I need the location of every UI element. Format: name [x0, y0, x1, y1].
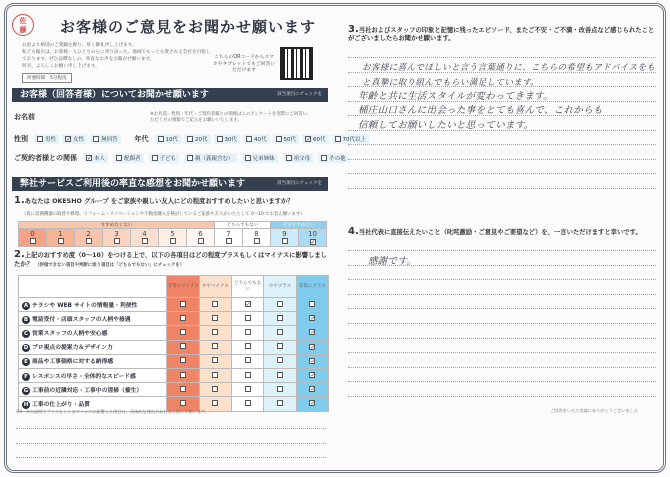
scale-option-8[interactable]	[243, 229, 271, 247]
item-key-badge: H	[23, 401, 29, 408]
answer-line[interactable]	[348, 144, 656, 145]
checkbox[interactable]: ✓	[87, 155, 93, 162]
answer-line[interactable]	[348, 338, 656, 339]
checkbox[interactable]	[245, 315, 251, 321]
checkbox[interactable]	[212, 343, 218, 349]
checkbox[interactable]	[58, 238, 64, 244]
rating-cell[interactable]	[232, 312, 264, 326]
checkbox[interactable]	[282, 238, 288, 244]
checkbox[interactable]: ✓	[66, 136, 72, 143]
q3-answer-line[interactable]: 桶庄山口さんに出会った事をとても喜んで、これからも	[358, 105, 603, 116]
column-header: 非常にプラス	[296, 276, 328, 298]
item-text: 工事の仕上がり・品質	[32, 401, 90, 408]
option-label: 祖父母	[293, 156, 311, 162]
checkbox[interactable]	[152, 155, 158, 161]
relation-label: ご契約者様との関係	[14, 154, 77, 162]
item-key-badge: G	[23, 387, 29, 394]
option-label: 本人	[94, 156, 106, 162]
scale-label: 7	[226, 230, 231, 238]
checkbox[interactable]	[114, 238, 120, 244]
rating-cell[interactable]	[167, 298, 199, 312]
checkbox-option[interactable]	[242, 153, 278, 163]
answer-line[interactable]	[348, 279, 656, 280]
checkbox[interactable]	[212, 372, 218, 378]
check-hint: 該当項目にチェックを	[277, 92, 322, 97]
item-key-badge: C	[23, 330, 29, 337]
checkbox[interactable]	[277, 386, 283, 392]
answer-line[interactable]	[348, 352, 656, 353]
rating-cell[interactable]	[264, 354, 296, 368]
q3-number: 3.	[348, 24, 359, 35]
q2-question	[14, 250, 332, 270]
name-label: お名前	[14, 113, 35, 121]
column-header: ややプラス	[264, 276, 296, 298]
checkbox[interactable]	[277, 400, 283, 406]
section2-header	[12, 177, 328, 191]
scale-option-0[interactable]	[19, 229, 47, 247]
checkbox[interactable]: ✓	[310, 315, 316, 323]
checkbox[interactable]	[116, 155, 122, 161]
option-label: 女性	[73, 137, 85, 143]
section1-header	[12, 88, 328, 102]
checkbox[interactable]	[217, 136, 223, 142]
intro-line: 何卒、よろしくお願い申し上げます。	[22, 64, 100, 69]
item-label	[19, 326, 167, 340]
rating-cell[interactable]	[264, 383, 296, 397]
answer-line[interactable]	[348, 294, 656, 295]
thanks-note: ご回答をいただき誠にありがとうございました	[550, 408, 638, 413]
checkbox-option[interactable]	[149, 153, 180, 163]
name-note: ※お名前・性別・年代・ご契約者様との関係はこのアンケートを実際にご回答いただく方の情報でご記入をお願いいたします。	[150, 112, 308, 123]
item-key-badge: E	[22, 358, 30, 366]
table-row	[19, 326, 329, 340]
option-label: 20代	[195, 137, 208, 143]
comment-line[interactable]	[16, 428, 326, 429]
q4-text: 当社代表に直接伝えたいこと（叱咤激励・ご意見やご要望など）を、一言いただけますと幸いです。	[358, 229, 642, 236]
rating-cell[interactable]	[167, 340, 199, 354]
intro-text	[22, 42, 212, 70]
q4-question	[348, 226, 663, 237]
rating-cell[interactable]	[232, 368, 264, 382]
item-text: レスポンスの早さ・全体的なスピード感	[32, 373, 136, 380]
option-label: 50代	[283, 137, 297, 143]
scale-option-10[interactable]	[299, 229, 327, 247]
q1-subtext: （仮に設備機器の取替や修理、リフォーム・リノベーションや不動産購入を検討しているご家族や友人がいたとして 0〜10 でお答え願います）	[22, 212, 305, 217]
checkbox[interactable]	[286, 155, 292, 161]
option-label: 60代	[313, 137, 326, 143]
item-label	[19, 312, 167, 326]
blank-header	[19, 276, 167, 298]
stamp-seal: 佐 藤	[12, 14, 34, 36]
checkbox[interactable]	[212, 329, 218, 335]
section1-title: お客様（回答者様）についてお聞かせ願います	[20, 90, 209, 100]
option-label: 70代以上	[342, 137, 367, 143]
rating-cell[interactable]	[296, 354, 328, 368]
table-row	[19, 312, 329, 326]
checkbox[interactable]	[245, 386, 251, 392]
q3-text: 当社およびスタッフの印象と記憶に残ったエピソード、またご不安・ご不満・改善点など感じられたことがございましたらお聞かせ願います。	[348, 27, 655, 42]
checkbox-option[interactable]	[214, 134, 241, 144]
checkbox[interactable]: ✓	[310, 386, 316, 394]
scale-label: 3	[114, 230, 119, 238]
scale-option-6[interactable]	[187, 229, 215, 247]
item-text: チラシや WEB サイトの情報量・利便性	[32, 302, 138, 309]
checkbox-option[interactable]	[90, 134, 121, 144]
column-header: どちらでもない	[232, 276, 264, 298]
scale-label: 4	[142, 230, 147, 238]
check-hint: 該当項目にチェックを	[277, 181, 322, 186]
qr-caption: こちらのQRコードからスマホやタブレットでもご回答いただけます	[212, 55, 276, 73]
rating-cell[interactable]	[264, 326, 296, 340]
rating-cell[interactable]	[199, 298, 231, 312]
checkbox[interactable]	[245, 357, 251, 363]
checkbox-option[interactable]	[243, 134, 270, 144]
checkbox[interactable]	[277, 357, 283, 363]
answer-line[interactable]	[348, 367, 656, 368]
age-options	[155, 134, 370, 144]
intro-line: 私ども桶庄は、お客様一人ひとりの心に寄り添った、地域でもっとも愛される会社を目指しております。ぜひ忌憚なしの、率直なお声をお聞かせ願います。	[22, 50, 211, 62]
checkbox[interactable]	[321, 155, 327, 161]
checkbox[interactable]	[277, 315, 283, 321]
q3-answer-line[interactable]: 年齢と共に生活スタイルが変わってきます。	[358, 91, 553, 102]
rating-cell[interactable]	[167, 312, 199, 326]
item-label	[19, 298, 167, 312]
scale-option-5[interactable]	[159, 229, 187, 247]
checkbox[interactable]	[212, 357, 218, 363]
checkbox[interactable]	[276, 136, 282, 142]
rating-cell[interactable]	[167, 383, 199, 397]
rating-cell[interactable]	[264, 312, 296, 326]
option-label: 配偶者	[124, 156, 141, 162]
checkbox[interactable]	[277, 372, 283, 378]
option-label: 兄弟姉妹	[252, 156, 275, 162]
checkbox[interactable]: ✓	[310, 239, 316, 246]
group-recommend: ぜひすすめたい	[271, 222, 327, 229]
q3-answer-line[interactable]: お客様に喜んでほしいと言う言葉通りに、こちらの希望もアドバイスをもと真摯に取り組んでもらい満足しています。	[362, 63, 656, 88]
q1-question	[14, 195, 334, 206]
item-text: 電話受付・店頭スタッフの人柄や接遇	[32, 316, 131, 323]
scale-label: 2	[86, 230, 91, 238]
item-key-badge: A	[23, 302, 29, 309]
checkbox[interactable]	[170, 238, 176, 244]
checkbox[interactable]	[142, 238, 148, 244]
rating-cell[interactable]	[264, 340, 296, 354]
checkbox[interactable]	[198, 238, 204, 244]
item-text: 商品や工事価格に対する納得感	[32, 359, 114, 366]
rating-cell[interactable]	[296, 312, 328, 326]
checkbox[interactable]: ✓	[310, 372, 316, 380]
item-label	[19, 368, 167, 382]
checkbox[interactable]	[245, 343, 251, 349]
scale-label: 10	[308, 230, 317, 238]
relation-row	[14, 153, 349, 163]
checkbox[interactable]	[245, 400, 251, 406]
checkbox[interactable]	[180, 386, 186, 392]
checkbox-option[interactable]	[34, 134, 59, 144]
comment-line[interactable]	[16, 457, 326, 458]
answer-line[interactable]	[348, 381, 656, 382]
checkbox[interactable]	[277, 329, 283, 335]
checkbox-option[interactable]	[83, 153, 108, 163]
scale-option-9[interactable]	[271, 229, 299, 247]
rating-cell[interactable]	[199, 368, 231, 382]
checkbox[interactable]	[254, 238, 260, 244]
scale-option-3[interactable]	[103, 229, 131, 247]
rating-cell[interactable]	[264, 298, 296, 312]
answer-line[interactable]	[348, 159, 656, 160]
q2-text: 上記のおすすめ度（0〜10）をつける上で、以下の各項目はどの程度プラスもしくはマイナスに影響しましたか？	[14, 252, 327, 268]
checkbox[interactable]	[277, 343, 283, 349]
rating-cell[interactable]	[296, 326, 328, 340]
q2-subtext: （評価できない項目や判断に迷う項目は「どちらでもない」にチェックを）	[35, 263, 185, 268]
checkbox[interactable]	[180, 400, 186, 406]
scale-label: 0	[30, 230, 35, 238]
table-row	[19, 368, 329, 382]
item-text: 工事前の近隣対応・工事中の清掃（養生）	[32, 387, 143, 394]
item-label	[19, 383, 167, 397]
age-label: 年代	[134, 135, 149, 143]
rating-cell[interactable]	[167, 368, 199, 382]
checkbox-option[interactable]	[62, 134, 87, 144]
q4-answer[interactable]: 感謝です。	[368, 256, 417, 267]
table-row	[19, 340, 329, 354]
scale-label: 6	[198, 230, 203, 238]
q1-text: あなたは OKESHO グループ をご家族や親しい友人にどの程度おすすめしたいと思いますか？	[24, 198, 294, 205]
scale-label: 5	[170, 230, 175, 238]
checkbox[interactable]	[212, 386, 218, 392]
answer-line[interactable]	[348, 308, 656, 309]
checkbox[interactable]	[245, 155, 251, 161]
checkbox[interactable]	[335, 136, 341, 142]
rating-cell[interactable]	[232, 383, 264, 397]
rating-cell[interactable]	[296, 383, 328, 397]
q2-number: 2.	[14, 249, 25, 260]
rating-cell[interactable]	[167, 354, 199, 368]
time-required: 所要時間 5分程度	[22, 73, 72, 83]
scale-option-4[interactable]	[131, 229, 159, 247]
item-text: プロ視点の提案力＆デザイン力	[32, 345, 113, 352]
scale-label: 8	[254, 230, 259, 238]
checkbox-option[interactable]	[302, 134, 329, 144]
checkbox-option[interactable]	[184, 153, 237, 163]
q4-number: 4.	[348, 226, 359, 237]
checkbox[interactable]	[246, 136, 252, 142]
item-text: 営業スタッフの人柄や安心感	[32, 330, 108, 337]
checkbox-option[interactable]	[332, 134, 370, 144]
option-label: その他	[329, 156, 346, 162]
checkbox-option[interactable]	[318, 153, 349, 163]
rating-cell[interactable]	[199, 312, 231, 326]
column-header: 非常にマイナス	[167, 276, 199, 298]
checkbox[interactable]	[245, 372, 251, 378]
page-title: お客様のご意見をお聞かせ願います	[60, 18, 317, 36]
answer-line[interactable]	[348, 188, 656, 189]
checkbox[interactable]	[277, 301, 283, 307]
checkbox[interactable]: ✓	[310, 343, 316, 351]
rating-cell[interactable]	[167, 326, 199, 340]
checkbox[interactable]	[309, 301, 315, 307]
column-header: ややマイナス	[199, 276, 231, 298]
checkbox[interactable]: ✓	[245, 301, 251, 309]
rating-cell[interactable]	[199, 326, 231, 340]
checkbox-option[interactable]	[273, 134, 300, 144]
rating-cell[interactable]	[232, 298, 264, 312]
option-label: 10代	[165, 137, 179, 143]
checkbox[interactable]	[180, 372, 186, 378]
rating-cell[interactable]	[232, 340, 264, 354]
checkbox[interactable]	[180, 301, 186, 307]
option-label: 40代	[254, 137, 267, 143]
intro-line: 日頃より格別のご愛顧を賜り、厚く御礼申し上げます。	[22, 43, 137, 48]
answer-line[interactable]	[348, 57, 656, 58]
checkbox[interactable]	[245, 329, 251, 335]
item-key-badge: D	[23, 345, 29, 352]
option-label: 子ども	[159, 156, 177, 162]
rating-cell[interactable]	[232, 326, 264, 340]
rating-cell[interactable]	[296, 298, 328, 312]
checkbox[interactable]	[187, 136, 193, 142]
checkbox[interactable]	[37, 136, 43, 142]
answer-line[interactable]	[348, 323, 656, 324]
checkbox[interactable]	[93, 136, 99, 142]
q1-number: 1.	[14, 195, 25, 206]
option-label: 30代	[224, 137, 238, 143]
scale-option-2[interactable]	[75, 229, 103, 247]
item-key-badge: B	[23, 316, 29, 323]
checkbox-option[interactable]	[184, 134, 211, 144]
rating-cell[interactable]	[296, 368, 328, 382]
q3-question	[348, 26, 658, 43]
comment-line[interactable]	[16, 443, 326, 444]
item-label	[19, 340, 167, 354]
checkbox[interactable]	[158, 136, 164, 142]
q2-note: ※A〜Hの設問でプラスもしくはマイナスに影響した項目は、具体的な理由があればお聞かせ願います。	[16, 409, 210, 414]
q3-answer-line[interactable]: 信頼してお願いしたいと思っています。	[358, 120, 534, 131]
answer-line[interactable]	[348, 396, 656, 397]
gender-options	[34, 134, 121, 144]
item-key-badge: F	[22, 373, 30, 381]
checkbox[interactable]	[180, 329, 186, 335]
checkbox[interactable]	[212, 315, 218, 321]
option-label: 親（義親含む）	[195, 156, 234, 162]
recommend-scale	[18, 221, 327, 247]
checkbox[interactable]	[86, 238, 92, 244]
relation-options	[83, 153, 349, 163]
checkbox[interactable]	[212, 301, 218, 307]
group-not-recommend: すすめたくない	[19, 222, 215, 229]
checkbox[interactable]: ✓	[310, 329, 316, 337]
scale-label: 9	[282, 230, 287, 238]
checkbox-option[interactable]	[113, 153, 144, 163]
checkbox[interactable]: ✓	[310, 400, 316, 408]
checkbox[interactable]	[212, 400, 218, 406]
table-row	[19, 383, 329, 397]
influence-table	[18, 275, 329, 412]
scale-option-1[interactable]	[47, 229, 75, 247]
gender-age-row	[14, 134, 369, 144]
checkbox[interactable]: ✓	[310, 357, 316, 365]
checkbox[interactable]	[187, 155, 193, 161]
qr-code-icon[interactable]	[280, 47, 313, 80]
rating-cell[interactable]	[199, 383, 231, 397]
rating-cell[interactable]	[296, 340, 328, 354]
answer-line[interactable]	[348, 250, 656, 251]
gender-label: 性別	[14, 135, 28, 143]
checkbox-option[interactable]	[283, 153, 314, 163]
option-label: 無回答	[101, 137, 118, 143]
checkbox[interactable]: ✓	[306, 136, 312, 143]
answer-line[interactable]	[348, 173, 656, 174]
table-row	[19, 298, 329, 312]
rating-cell[interactable]	[199, 354, 231, 368]
checkbox[interactable]	[180, 357, 186, 363]
table-row	[19, 354, 329, 368]
section2-title: 弊社サービスご利用後の率直な感想をお聞かせ願います	[20, 179, 246, 189]
checkbox[interactable]	[226, 238, 232, 244]
group-neutral: どちらでもない	[215, 222, 271, 229]
rating-cell[interactable]	[199, 340, 231, 354]
scale-option-7[interactable]	[215, 229, 243, 247]
checkbox[interactable]	[30, 238, 36, 244]
item-label	[19, 354, 167, 368]
option-label: 男性	[45, 137, 57, 143]
rating-cell[interactable]	[264, 368, 296, 382]
scale-label: 1	[58, 230, 63, 238]
checkbox[interactable]	[180, 343, 186, 349]
checkbox-option[interactable]	[155, 134, 182, 144]
checkbox[interactable]	[180, 315, 186, 321]
rating-cell[interactable]	[232, 354, 264, 368]
